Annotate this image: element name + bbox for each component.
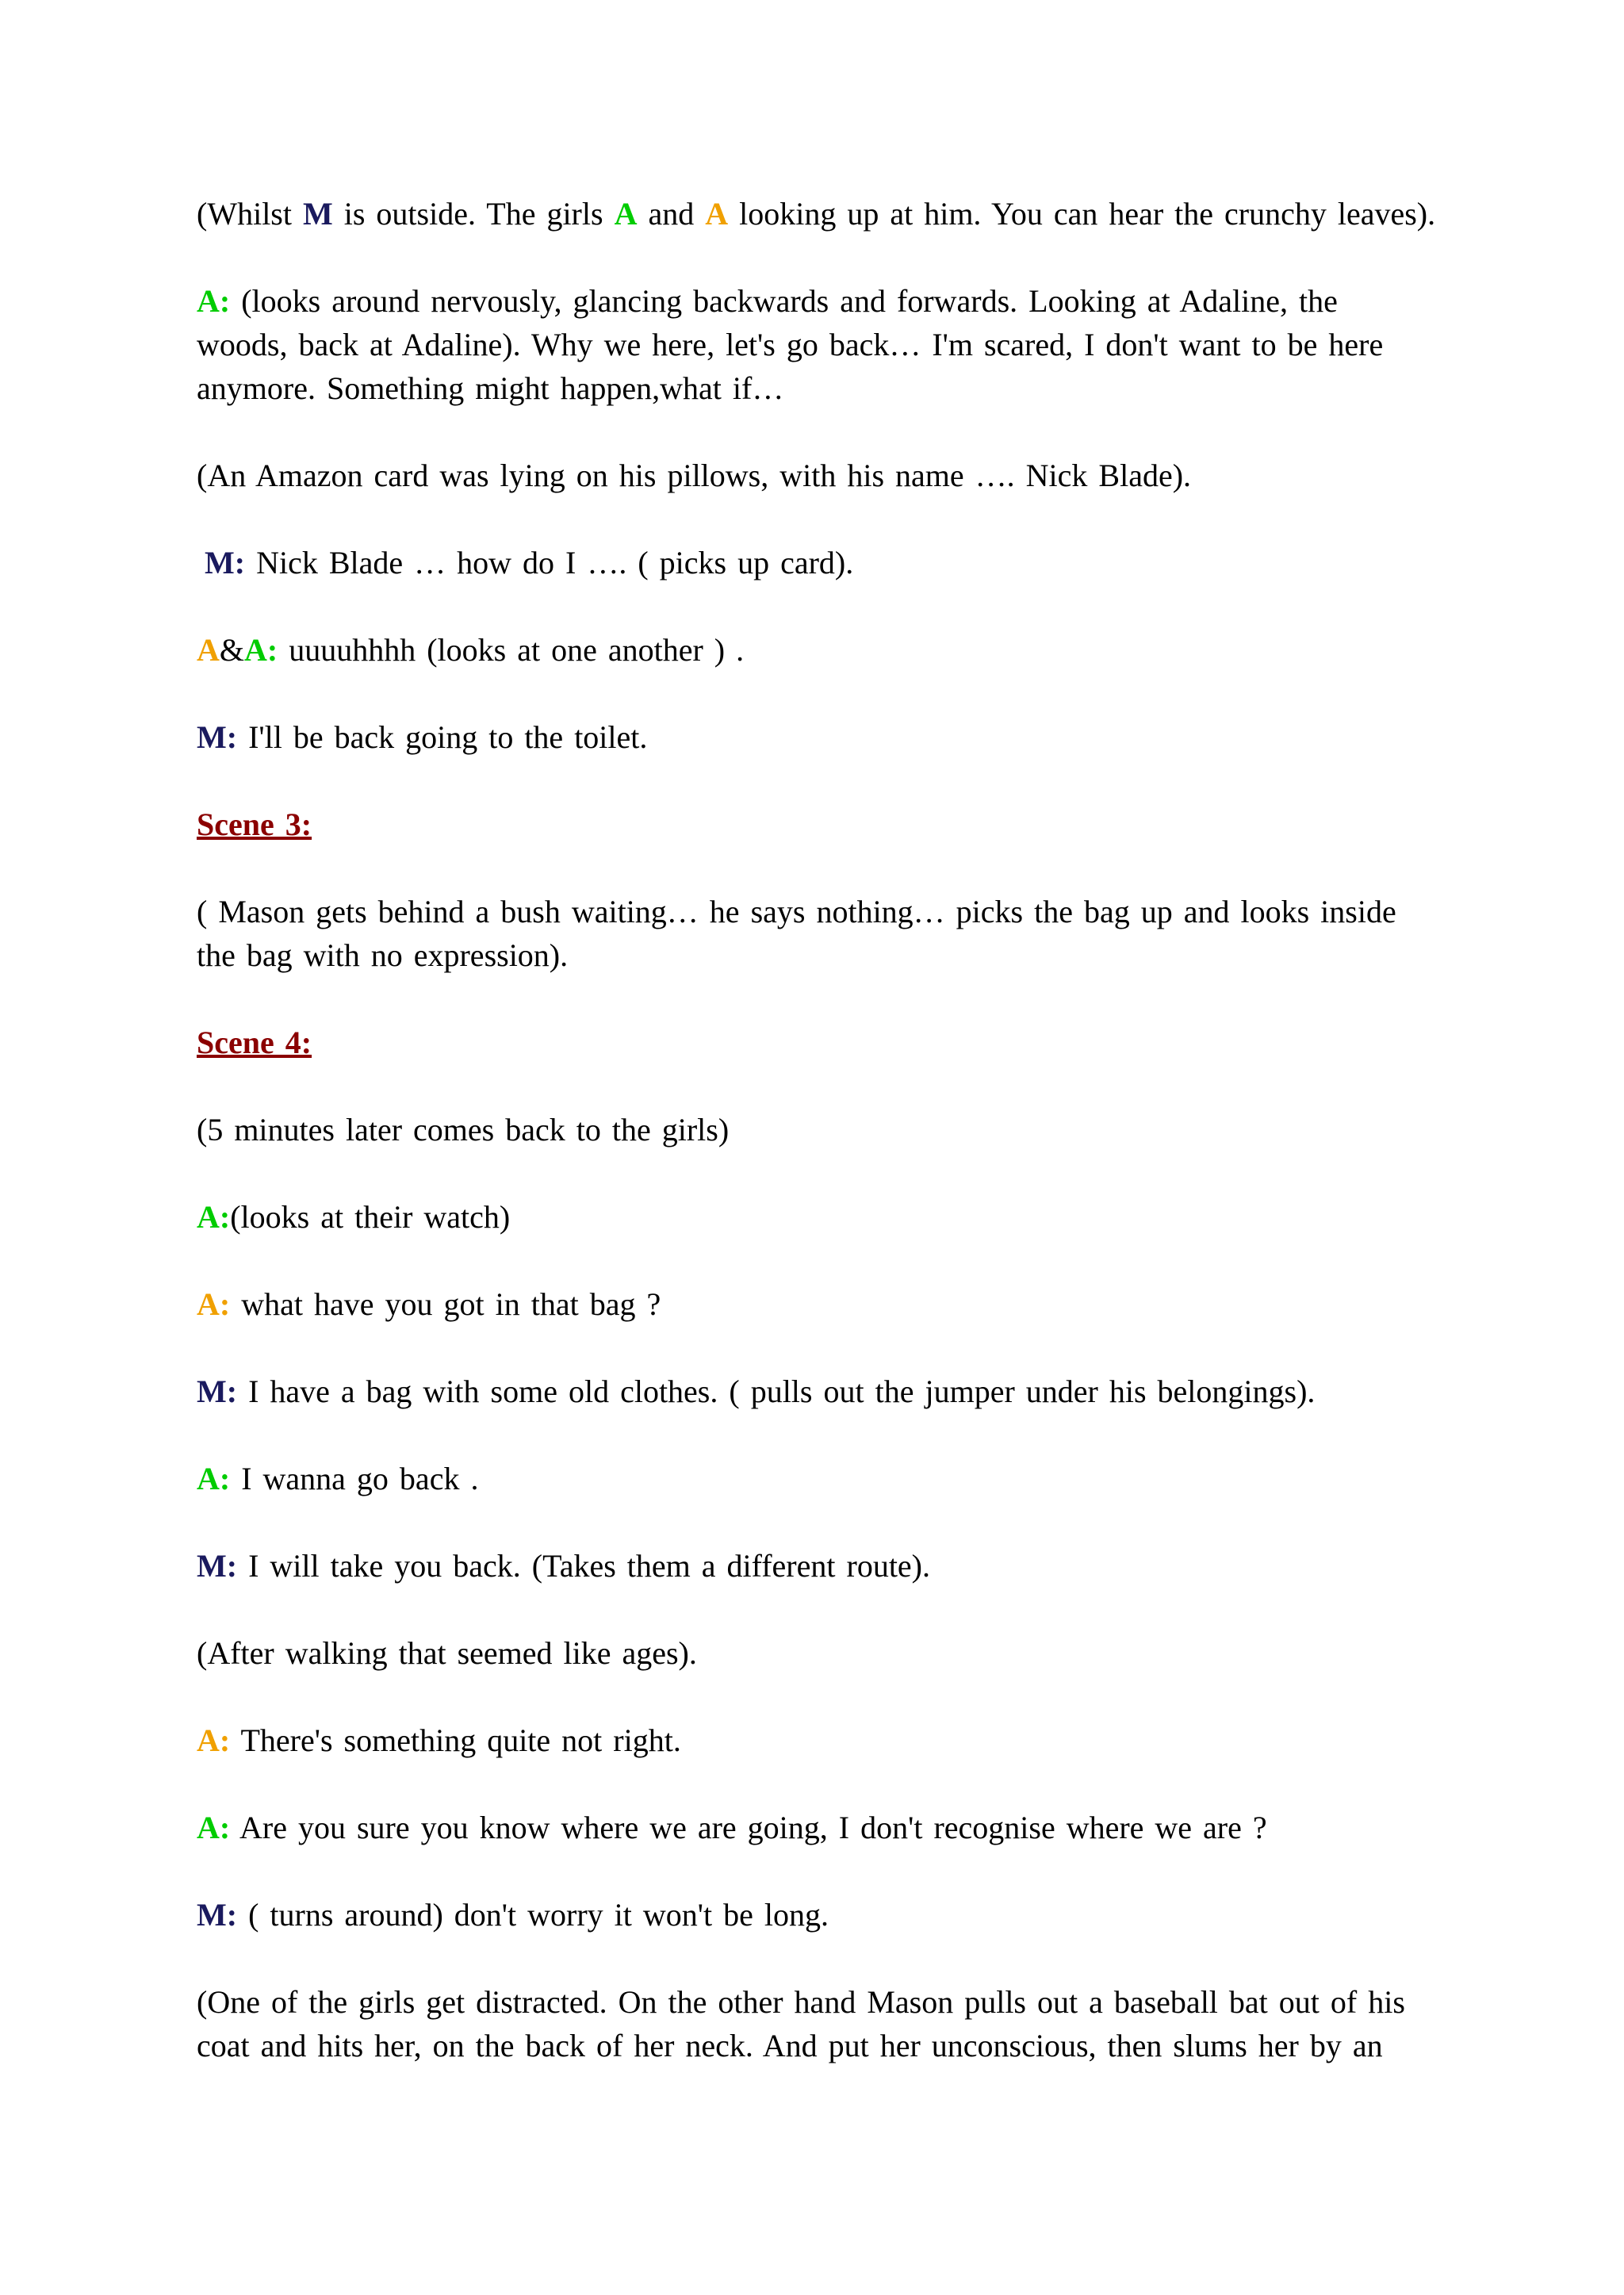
dialogue-line [197, 1894, 829, 1937]
stage-direction-text: (5 minutes later comes back to the girls) [197, 1112, 730, 1148]
dialogue-line [197, 629, 744, 672]
speaker-a-orange-tag: A: [197, 1722, 231, 1758]
dialogue-continuation-line [197, 367, 783, 410]
speaker-a-green-tag: A: [197, 1461, 231, 1496]
dialogue-line [197, 716, 647, 759]
dialogue-text: anymore. Something might happen,what if… [197, 370, 784, 406]
stage-direction-text: coat and hits her, on the back of her neck. And put her unconscious, then slums her by an [197, 2028, 1383, 2063]
dialogue-line [197, 1370, 1315, 1413]
speaker-m-tag: M: [197, 719, 238, 755]
stage-direction-text: (After walking that seemed like ages). [197, 1635, 697, 1671]
stage-direction-line [197, 454, 1191, 497]
dialogue-line [197, 1545, 930, 1588]
stage-direction-line [197, 934, 568, 977]
speaker-m-tag: M: [197, 1548, 238, 1584]
dialogue-text: I wanna go back . [230, 1461, 479, 1496]
dialogue-text: I will take you back. (Takes them a different route). [237, 1548, 931, 1584]
stage-direction-line [197, 1109, 729, 1151]
speaker-a-orange-tag: A [197, 632, 220, 668]
dialogue-text: Nick Blade … how do I …. ( picks up card). [245, 545, 854, 580]
dialogue-text: I'll be back going to the toilet. [237, 719, 648, 755]
dialogue-text: woods, back at Adaline). Why we here, let's go back… I'm scared, I don't want to be here [197, 327, 1384, 362]
dialogue-text: Are you sure you know where we are going, I don't recognise where we are ? [230, 1810, 1267, 1845]
scene-heading [197, 1021, 312, 1064]
speaker-m-tag: M [302, 196, 333, 232]
speaker-m-tag: M: [197, 1897, 238, 1933]
scene-heading-text: Scene 4: [197, 1025, 312, 1060]
stage-direction-text: ( Mason gets behind a bush waiting… he says nothing… picks the bag up and looks inside [197, 894, 1396, 929]
dialogue-line [197, 1719, 681, 1762]
dialogue-line [197, 280, 1338, 323]
dialogue-text: There's something quite not right. [230, 1722, 681, 1758]
text-run: (Whilst [197, 196, 303, 232]
dialogue-text: uuuuhhhh (looks at one another ) . [278, 632, 745, 668]
dialogue-text: I have a bag with some old clothes. ( pulls out the jumper under his belongings). [237, 1374, 1316, 1409]
stage-direction-line [197, 1632, 697, 1675]
dialogue-text: (looks around nervously, glancing backwards and forwards. Looking at Adaline, the [230, 283, 1338, 319]
speaker-a-orange-tag: A [705, 196, 729, 232]
dialogue-line [197, 1196, 510, 1239]
dialogue-text: ( turns around) don't worry it won't be long. [237, 1897, 829, 1933]
stage-direction-text: (An Amazon card was lying on his pillows, with his name …. Nick Blade). [197, 458, 1192, 493]
speaker-a-orange-tag: A: [197, 1286, 231, 1322]
stage-direction-line [197, 193, 1435, 236]
dialogue-line [197, 1283, 661, 1326]
dialogue-continuation-line [197, 324, 1383, 366]
speaker-a-green-tag: A: [197, 283, 231, 319]
speaker-a-green-tag: A [614, 196, 638, 232]
text-run: and [637, 196, 706, 232]
stage-direction-line [197, 891, 1396, 933]
text-run: is outside. The girls [332, 196, 615, 232]
stage-direction-text: (One of the girls get distracted. On the other hand Mason pulls out a baseball bat out of his [197, 1984, 1405, 2020]
dialogue-line [197, 1806, 1267, 1849]
speaker-m-tag: M: [205, 545, 246, 580]
dialogue-line [205, 542, 853, 584]
stage-direction-text: the bag with no expression). [197, 937, 569, 973]
dialogue-text: what have you got in that bag ? [230, 1286, 661, 1322]
stage-direction-line [197, 1981, 1405, 2024]
speaker-m-tag: M: [197, 1374, 238, 1409]
stage-direction-line [197, 2025, 1383, 2067]
dialogue-line [197, 1458, 478, 1500]
scene-heading [197, 803, 312, 846]
scene-heading-text: Scene 3: [197, 807, 312, 842]
dialogue-text: (looks at their watch) [230, 1199, 511, 1235]
speaker-a-green-tag: A: [197, 1199, 231, 1235]
text-run: looking up at him. You can hear the crunchy leaves). [728, 196, 1436, 232]
speaker-a-green-tag: A: [244, 632, 278, 668]
speaker-a-green-tag: A: [197, 1810, 231, 1845]
ampersand: & [219, 632, 245, 668]
